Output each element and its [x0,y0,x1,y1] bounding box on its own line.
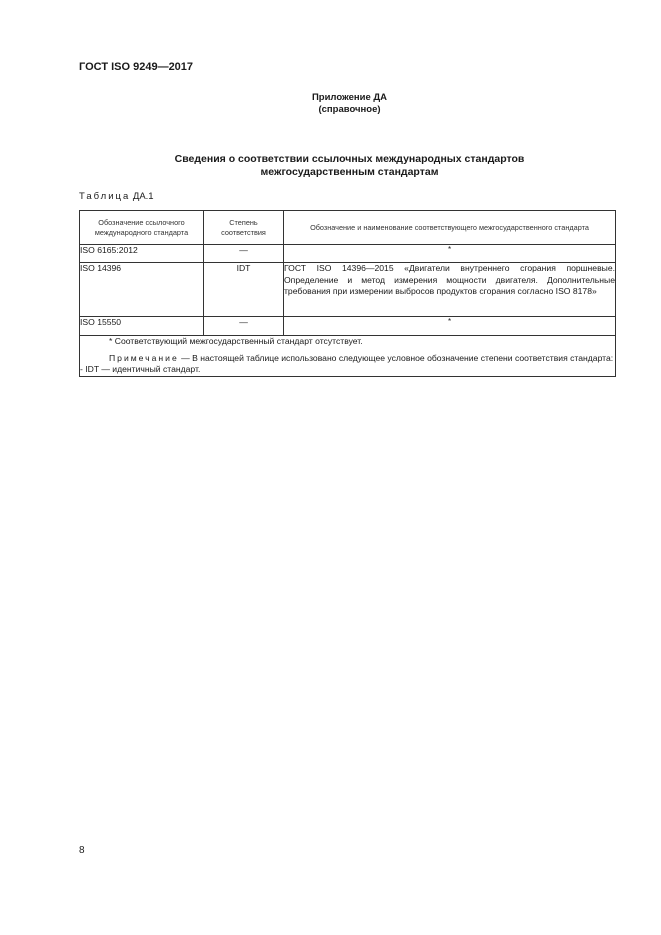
note-text: — В настоящей таблице использовано следующее условное обозначение степени соответствия стандарта: [178,352,614,363]
table-note [80,353,615,365]
table-caption-number: ДА.1 [132,191,154,202]
document-code: ГОСТ ISO 9249—2017 [79,61,194,73]
section-title-line2: межгосударственным стандартам [260,166,439,178]
cell-degree: — [204,317,284,336]
table-notes-row [80,336,616,377]
cell-code: ISO 14396 [80,263,204,317]
cell-code: ISO 15550 [80,317,204,336]
header-interstate-standard: Обозначение и наименование соответствующего межгосударственного стандарта [284,211,616,245]
table-header-row [80,211,616,245]
page-number: 8 [79,845,85,856]
table-footnote: * Соответствующий межгосударственный стандарт отсутствует. [109,336,363,346]
table-caption [79,191,154,202]
annex-heading [0,92,661,116]
header-international-standard: Обозначение ссылочного международного стандарта [80,211,204,245]
cell-degree: IDT [204,263,284,317]
annex-subtitle: (справочное) [318,104,381,115]
cell-description: * [284,317,616,336]
annex-title: Приложение ДА [311,92,388,103]
header-degree: Степень соответствия [204,211,284,245]
cell-code: ISO 6165:2012 [80,245,204,263]
cell-description: * [284,245,616,263]
table-notes [80,336,616,377]
correspondence-table [79,210,616,377]
section-title [0,153,661,179]
table-row [80,317,616,336]
cell-degree: — [204,245,284,263]
table-row [80,245,616,263]
cell-description: ГОСТ ISO 14396—2015 «Двигатели внутреннего сгорания поршневые. Определение и метод измерения мощности двигателя. Дополнительные требования при измерении выбросов продуктов сгорания согласно ISO 8178» [284,263,616,317]
note-item: - IDT — идентичный стандарт. [80,364,201,374]
section-title-line1: Сведения о соответствии ссылочных международных стандартов [174,153,525,165]
note-label: Примечание [109,352,179,363]
table-caption-word: Таблица [79,191,131,202]
table-row [80,263,616,317]
